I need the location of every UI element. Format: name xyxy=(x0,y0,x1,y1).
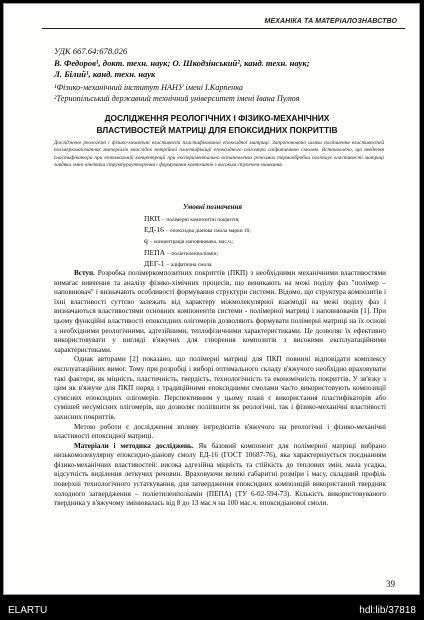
section-heading-methods: Матеріали і методика досліджень. xyxy=(74,441,194,450)
repository-label: ELARTU xyxy=(8,605,48,616)
authors-line-2: Л. Білий¹, канд. техн. наук xyxy=(54,68,156,79)
handle-label: hdl:lib/37818 xyxy=(359,605,416,616)
footer-bar xyxy=(0,597,424,620)
journal-section-title: МЕХАНІКА ТА МАТЕРІАЛОЗНАВСТВО xyxy=(264,18,397,25)
section-heading-intro: Вступ. xyxy=(74,269,95,277)
affiliation-1: ¹Фізико-механічний інститут НАНУ імені І.Карпенка xyxy=(54,83,243,92)
notation-item: q – концентрація наповнювача, мас.ч.; xyxy=(144,236,234,246)
paper-page xyxy=(3,3,420,595)
affiliation-2: ²Тернопільський державний технічний університет імені Івана Пулюя xyxy=(54,94,300,103)
title-line-1: ДОСЛІДЖЕННЯ РЕОЛОГІЧНИХ І ФІЗИКО-МЕХАНІЧНИХ xyxy=(104,113,330,123)
body-text xyxy=(54,269,386,509)
notation-item: ПЕПА – поліетиленполіамін; xyxy=(144,247,219,257)
title-line-2: ВЛАСТИВОСТЕЙ МАТРИЦІ ДЛЯ ЕПОКСИДНИХ ПОКРИТТІВ xyxy=(96,124,338,135)
notation-item: ПКП – полімерні композитні покриття; xyxy=(144,214,240,223)
authors-line-1: В. Федоров¹, докт. техн. наук; О. Шкодзінський², канд. техн. наук; xyxy=(54,58,310,68)
abstract: Досліджено реологічні і фізико-механічні властивості пластифікованої епоксидної матриці. Запропоновано шляхи поліпшення властивостей полімеркомпозитних матеріалів внаслідок потрійної пластифікації епоксидного олігомера аліфатичною смолою. Встановлено, що введення пластифікатора при оптимальній концентрації при експериментально встановлених режимах термообробки поліпшує властивості матриці завдяки зміні кінетики структуроутворення і формування композитів з високим ступенем зшивання. xyxy=(54,140,384,169)
paragraph-intro: Вступ. Розробка полімеркомпозитних покриттів (ПКП) з необхідними механічними властивостями вимагає вивчення та аналізу фізико-хімічних процесів, що виникають на межі поділу фаз "полімер – наповнювач" і визначають особливості формування структури системи. Відомо, що структура композитів і їхні властивості суттєво залежать від характеру міжмолекулярної взаємодії на межі поділу фаз і визначаються властивостями основних компонентів системи - полімерної матриці і наповнювачів [1]. При цьому функційні властивості епоксидних олігомерів дозволяють формувати полімерні матриці на їх основі з необхідними реологічними, адгезійними, теплофізичними характеристиками. Це дозволяє їх ефективно використовувати у вигляді в'яжучих для створення композитів з високими експлуатаційними характеристиками. xyxy=(54,269,387,354)
paragraph: Метою роботи є дослідження впливу інгредієнтів в'яжучого на реологічні і фізико-механічні властивості епоксидної матриці. xyxy=(54,422,386,441)
notation-item: ЕД-16 – епоксидна діанова смола марки 16; xyxy=(144,225,251,235)
header-rule xyxy=(42,28,405,29)
affiliations xyxy=(54,82,394,104)
notation-item: ДЕГ-1 – аліфатична смола. xyxy=(144,258,213,268)
paragraph-methods: Матеріали і методика досліджень. Як базовий компонент для полімерної матриці вибрано низькомолекулярну епоксидно-діанову смолу ЕД-16 (ГОСТ 10687-76), яка характеризується поєднанням фізико-механічних властивостей: висока адгезійна міцність та стійкість до теплових змін, мала усадка, відсутність виділення леткучих речовин. Враховуючи великі габаритні розміри і масу, складний профіль поверхні технологічного устаткування, для затвердження епоксидних композицій використаний твердник холодного затвердження – поліетиленполіамін (ПЕПА) (ТУ 6-02-594-73). Кількість використовуваного твердника у в'яжучому змінювалась від 8 до 13 мас.ч на 100 мас.ч. епоксидіанової смоли. xyxy=(54,441,387,508)
paragraph: Однак авторами [2] показано, що полімерні матриці для ПКП повинні відповідати комплексу експлуатаційних вимог. Тому при розробці і виборі оптимального складу в'яжучого необхідно враховувати такі фактори, як міцність, пластичність, твердість, технологічність та економічність покриттів. У зв'язку з цим як в'яжуче для ПКП поряд з традиційними епоксидними смолами часто використовують композиції сумісних епоксидних олігомерів. Перспективним у цьому плані є використання пластифікаторів або сумішей несумісних олігомерів, що дозволяє поліпшити як реологічні, так і фізико-механічні властивості захисних покриттів. xyxy=(54,355,386,421)
authors xyxy=(54,58,404,79)
paper-title xyxy=(52,113,382,136)
notation-heading: Умовні позначення xyxy=(182,203,242,211)
page-number: 39 xyxy=(386,579,395,589)
udc-code: УДК 667.64:678.026 xyxy=(54,46,128,56)
notation-list xyxy=(144,214,251,270)
